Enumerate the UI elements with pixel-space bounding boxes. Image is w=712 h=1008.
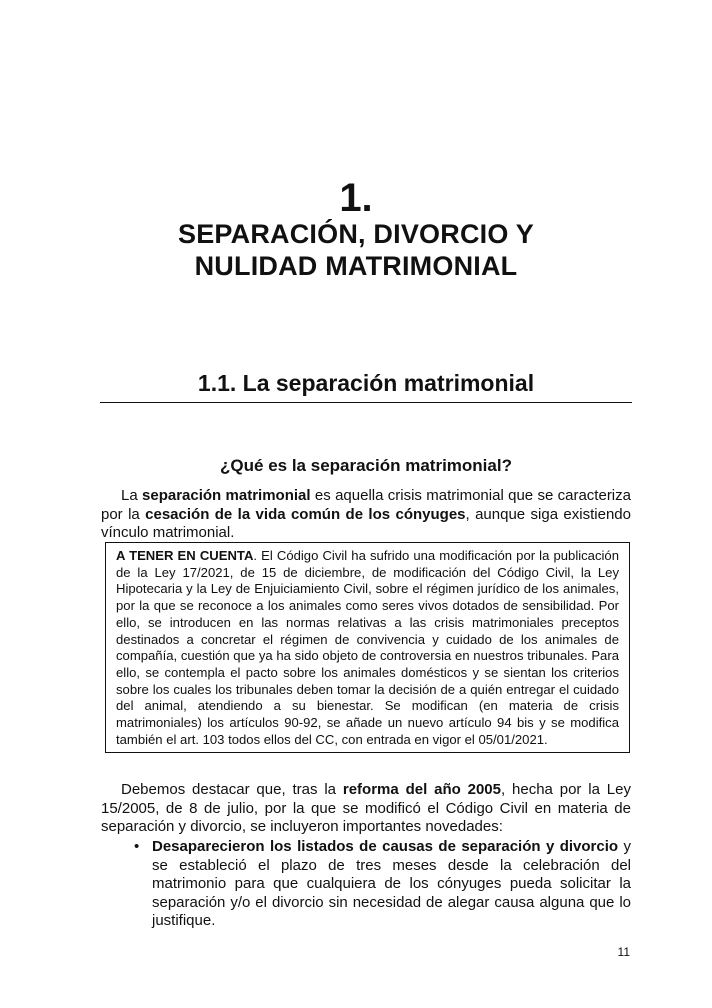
subheading: ¿Qué es la separación matrimonial? xyxy=(220,456,512,475)
reform-text-2: , hecha por la Ley 15/2005, de 8 de julio, por la que se modificó el Código Civil en materia de separación y divorcio, se incluyeron importantes novedades: xyxy=(101,781,631,835)
intro-text-3: , aunque siga existiendo vínculo matrimonial. xyxy=(101,505,631,541)
chapter-title xyxy=(0,218,712,282)
note-text: . El Código Civil ha sufrido una modificación por la publicación de la Ley 17/2021, de 15 de diciembre, de modificación del Código Civil, la Ley Hipotecaria y la Ley de Enjuiciamiento Civil, sobre el régimen jurídico de los animales, por la que se reconoce a los animales como seres vivos dotados de sensibilidad. Por ello, se introducen en las normas relativas a las crisis matrimoniales preceptos destinados a concretar el régimen de convivencia y cuidado de los animales de compañía, cuestión que ya ha sido objeto de controversia en nuestros tribunales. Para ello, se contempla el pacto sobre los animales domésticos y se sientan los criterios sobre los cuales los tribunales deben tomar la decisión de a quién entregar el cuidado del animal, atendiendo a su bienestar. Se modifican (en materia de crisis matrimoniales) los artículos 90-92, se añade un nuevo artículo 94 bis y se modifica también el art. 103 todos ellos del CC, con entrada en vigor el 05/01/2021. xyxy=(116,548,619,747)
intro-text-1: La xyxy=(121,487,143,504)
intro-text-2: es aquella crisis matrimonial que se caracteriza por la xyxy=(101,487,631,523)
page-number: 11 xyxy=(617,945,630,959)
list-item xyxy=(120,838,631,931)
chapter-title-line-2: NULIDAD MATRIMONIAL xyxy=(194,251,518,281)
intro-bold-1: separación matrimonial xyxy=(142,487,311,504)
chapter-number: 1. xyxy=(339,176,373,220)
intro-paragraph xyxy=(101,487,631,543)
bullet-list xyxy=(120,838,631,931)
intro-bold-2: cesación de la vida común de los cónyuges xyxy=(145,505,466,523)
note-label: A TENER EN CUENTA xyxy=(116,548,254,563)
bullet-icon: • xyxy=(134,838,140,855)
reform-bold-1: reforma del año 2005 xyxy=(342,781,501,798)
section-title: 1.1. La separación matrimonial xyxy=(197,370,535,396)
section-divider xyxy=(100,402,632,403)
chapter-title-line-1: SEPARACIÓN, DIVORCIO Y xyxy=(178,219,534,249)
note-box xyxy=(105,542,630,753)
reform-paragraph xyxy=(101,781,631,837)
bullet-bold: Desaparecieron los listados de causas de separación y divorcio xyxy=(152,838,619,855)
bullet-text: y se estableció el plazo de tres meses desde la celebración del matrimonio para que cualquiera de los cónyuges pueda solicitar la separación y/o el divorcio sin necesidad de alegar causa alguna que lo justifique. xyxy=(152,838,632,929)
reform-text-1: Debemos destacar que, tras la xyxy=(121,781,343,798)
